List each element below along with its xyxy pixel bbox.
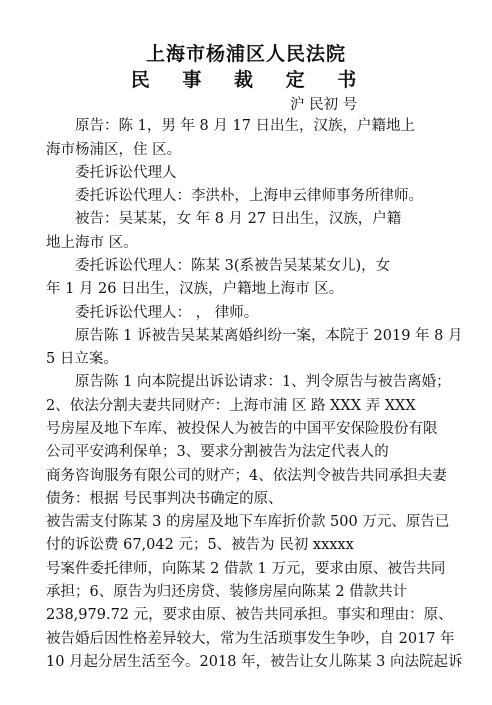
court-name: 上海市杨浦区人民法院 — [145, 43, 346, 65]
claims-line-8: 付的诉讼费 67,042 元；5、被告为 民初 xxxxx — [46, 537, 354, 553]
agent-line-5: 委托诉讼代理人： ， 律师。 — [75, 305, 259, 321]
plaintiff-line-2: 海市杨浦区，住 区。 — [46, 142, 182, 158]
plaintiff-line-1: 原告：陈 1，男 年 8 月 17 日出生，汉族，户籍地上 — [75, 118, 416, 134]
claims-line-6: 债务：根据 号民事判决书确定的原、 — [46, 491, 283, 507]
claims-line-7: 被告需支付陈某 3 的房屋及地下车库折价款 500 万元、原告已 — [46, 514, 450, 530]
claims-line-4: 公司平安鸿利保单；3、要求分割被告为法定代表人的 — [46, 444, 389, 460]
agent-line-1: 委托诉讼代理人 — [75, 165, 177, 181]
claims-line-5: 商务咨询服务有限公司的财产；4、依法判令被告共同承担夫妻 — [46, 468, 447, 484]
facts-line-2: 10 月起分居生活至今。2018 年，被告让女儿陈某 3 向法院起诉 — [46, 654, 463, 670]
defendant-line-2: 地上海市 区。 — [46, 235, 138, 251]
claims-line-10: 承担；6、原告为归还房贷、装修房屋向陈某 2 借款共计 — [46, 584, 408, 600]
claims-line-3: 号房屋及地下车库、被投保人为被告的中国平安保险股份有限 — [46, 421, 438, 437]
claims-line-11: 238,979.72 元，要求由原、被告共同承担。事实和理由：原、 — [46, 607, 453, 623]
case-number: 沪 民初 号 — [290, 97, 358, 113]
case-filing-line-1: 原告陈 1 诉被告吴某某离婚纠纷一案，本院于 2019 年 8 月 — [75, 328, 463, 344]
document-type-title: 民 事 裁 定 书 — [130, 69, 370, 91]
claims-line-9: 号案件委托律师，向陈某 2 借款 1 万元，要求由原、被告共同 — [46, 561, 446, 577]
agent-line-2: 委托诉讼代理人：李洪朴，上海申云律师事务所律师。 — [75, 188, 423, 204]
case-filing-line-2: 5 日立案。 — [46, 351, 118, 367]
agent-line-3: 委托诉讼代理人：陈某 3(系被告吴某某女儿)，女 — [75, 258, 391, 274]
agent-line-4: 年 1 月 26 日出生，汉族，户籍地上海市 区。 — [46, 281, 344, 297]
defendant-line-1: 被告：吴某某，女 年 8 月 27 日出生，汉族，户籍 — [75, 211, 402, 227]
facts-line-1: 被告婚后因性格差异较大，常为生活琐事发生争吵，自 2017 年 — [46, 631, 455, 647]
claims-line-2: 2、依法分割夫妻共同财产：上海市浦 区 路 XXX 弄 XXX — [46, 398, 416, 414]
claims-line-1: 原告陈 1 向本院提出诉讼请求：1、判令原告与被告离婚； — [75, 374, 451, 390]
